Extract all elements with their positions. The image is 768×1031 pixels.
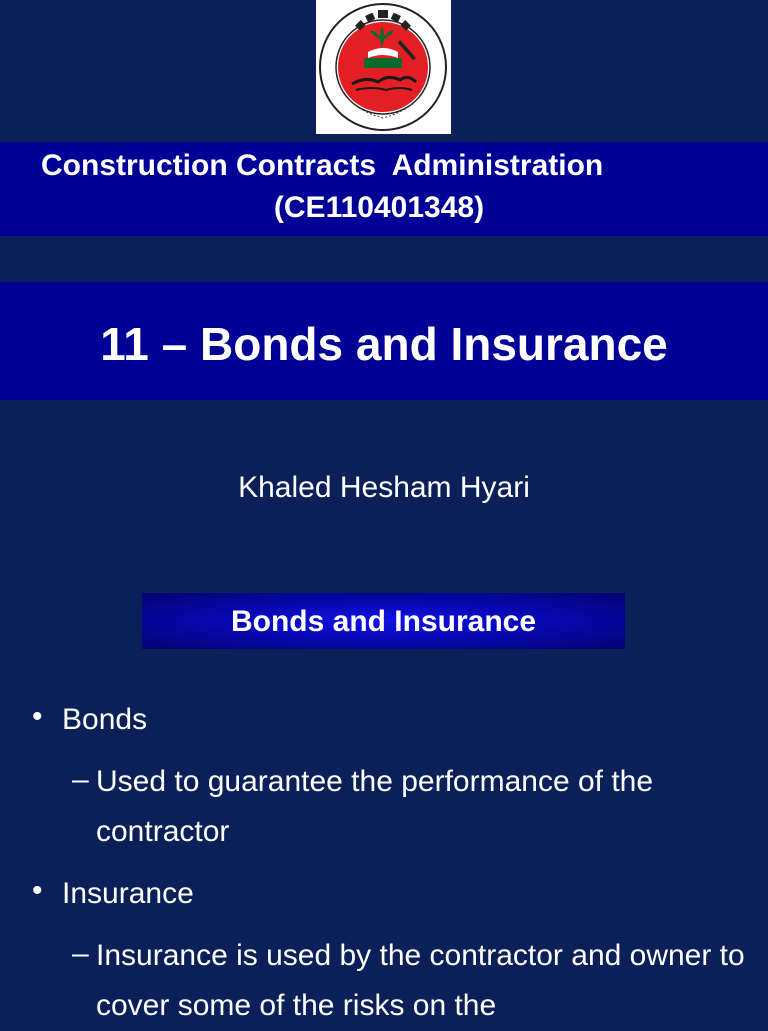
sub-bullet-marker: – xyxy=(72,937,89,970)
bullet-item-bonds: Bonds xyxy=(62,703,148,736)
course-code: (CE110401348) xyxy=(273,191,485,224)
slide-title: 11 – Bonds and Insurance xyxy=(100,318,668,370)
university-logo xyxy=(316,0,451,134)
course-title: Construction Contracts Administration xyxy=(41,149,604,182)
hashemite-university-seal-icon xyxy=(316,0,451,134)
bullet-marker: • xyxy=(32,700,43,733)
section-heading: Bonds and Insurance xyxy=(230,605,537,638)
bullet-item-insurance: Insurance xyxy=(62,877,194,910)
author-name: Khaled Hesham Hyari xyxy=(238,471,530,504)
sub-bullet-bonds-description: Used to guarantee the performance of the contractor xyxy=(96,765,654,848)
sub-bullet-insurance-description: Insurance is used by the contractor and owner to cover some of the risks on the xyxy=(96,939,745,1022)
bullet-marker: • xyxy=(32,874,43,907)
sub-bullet-marker: – xyxy=(72,763,89,796)
